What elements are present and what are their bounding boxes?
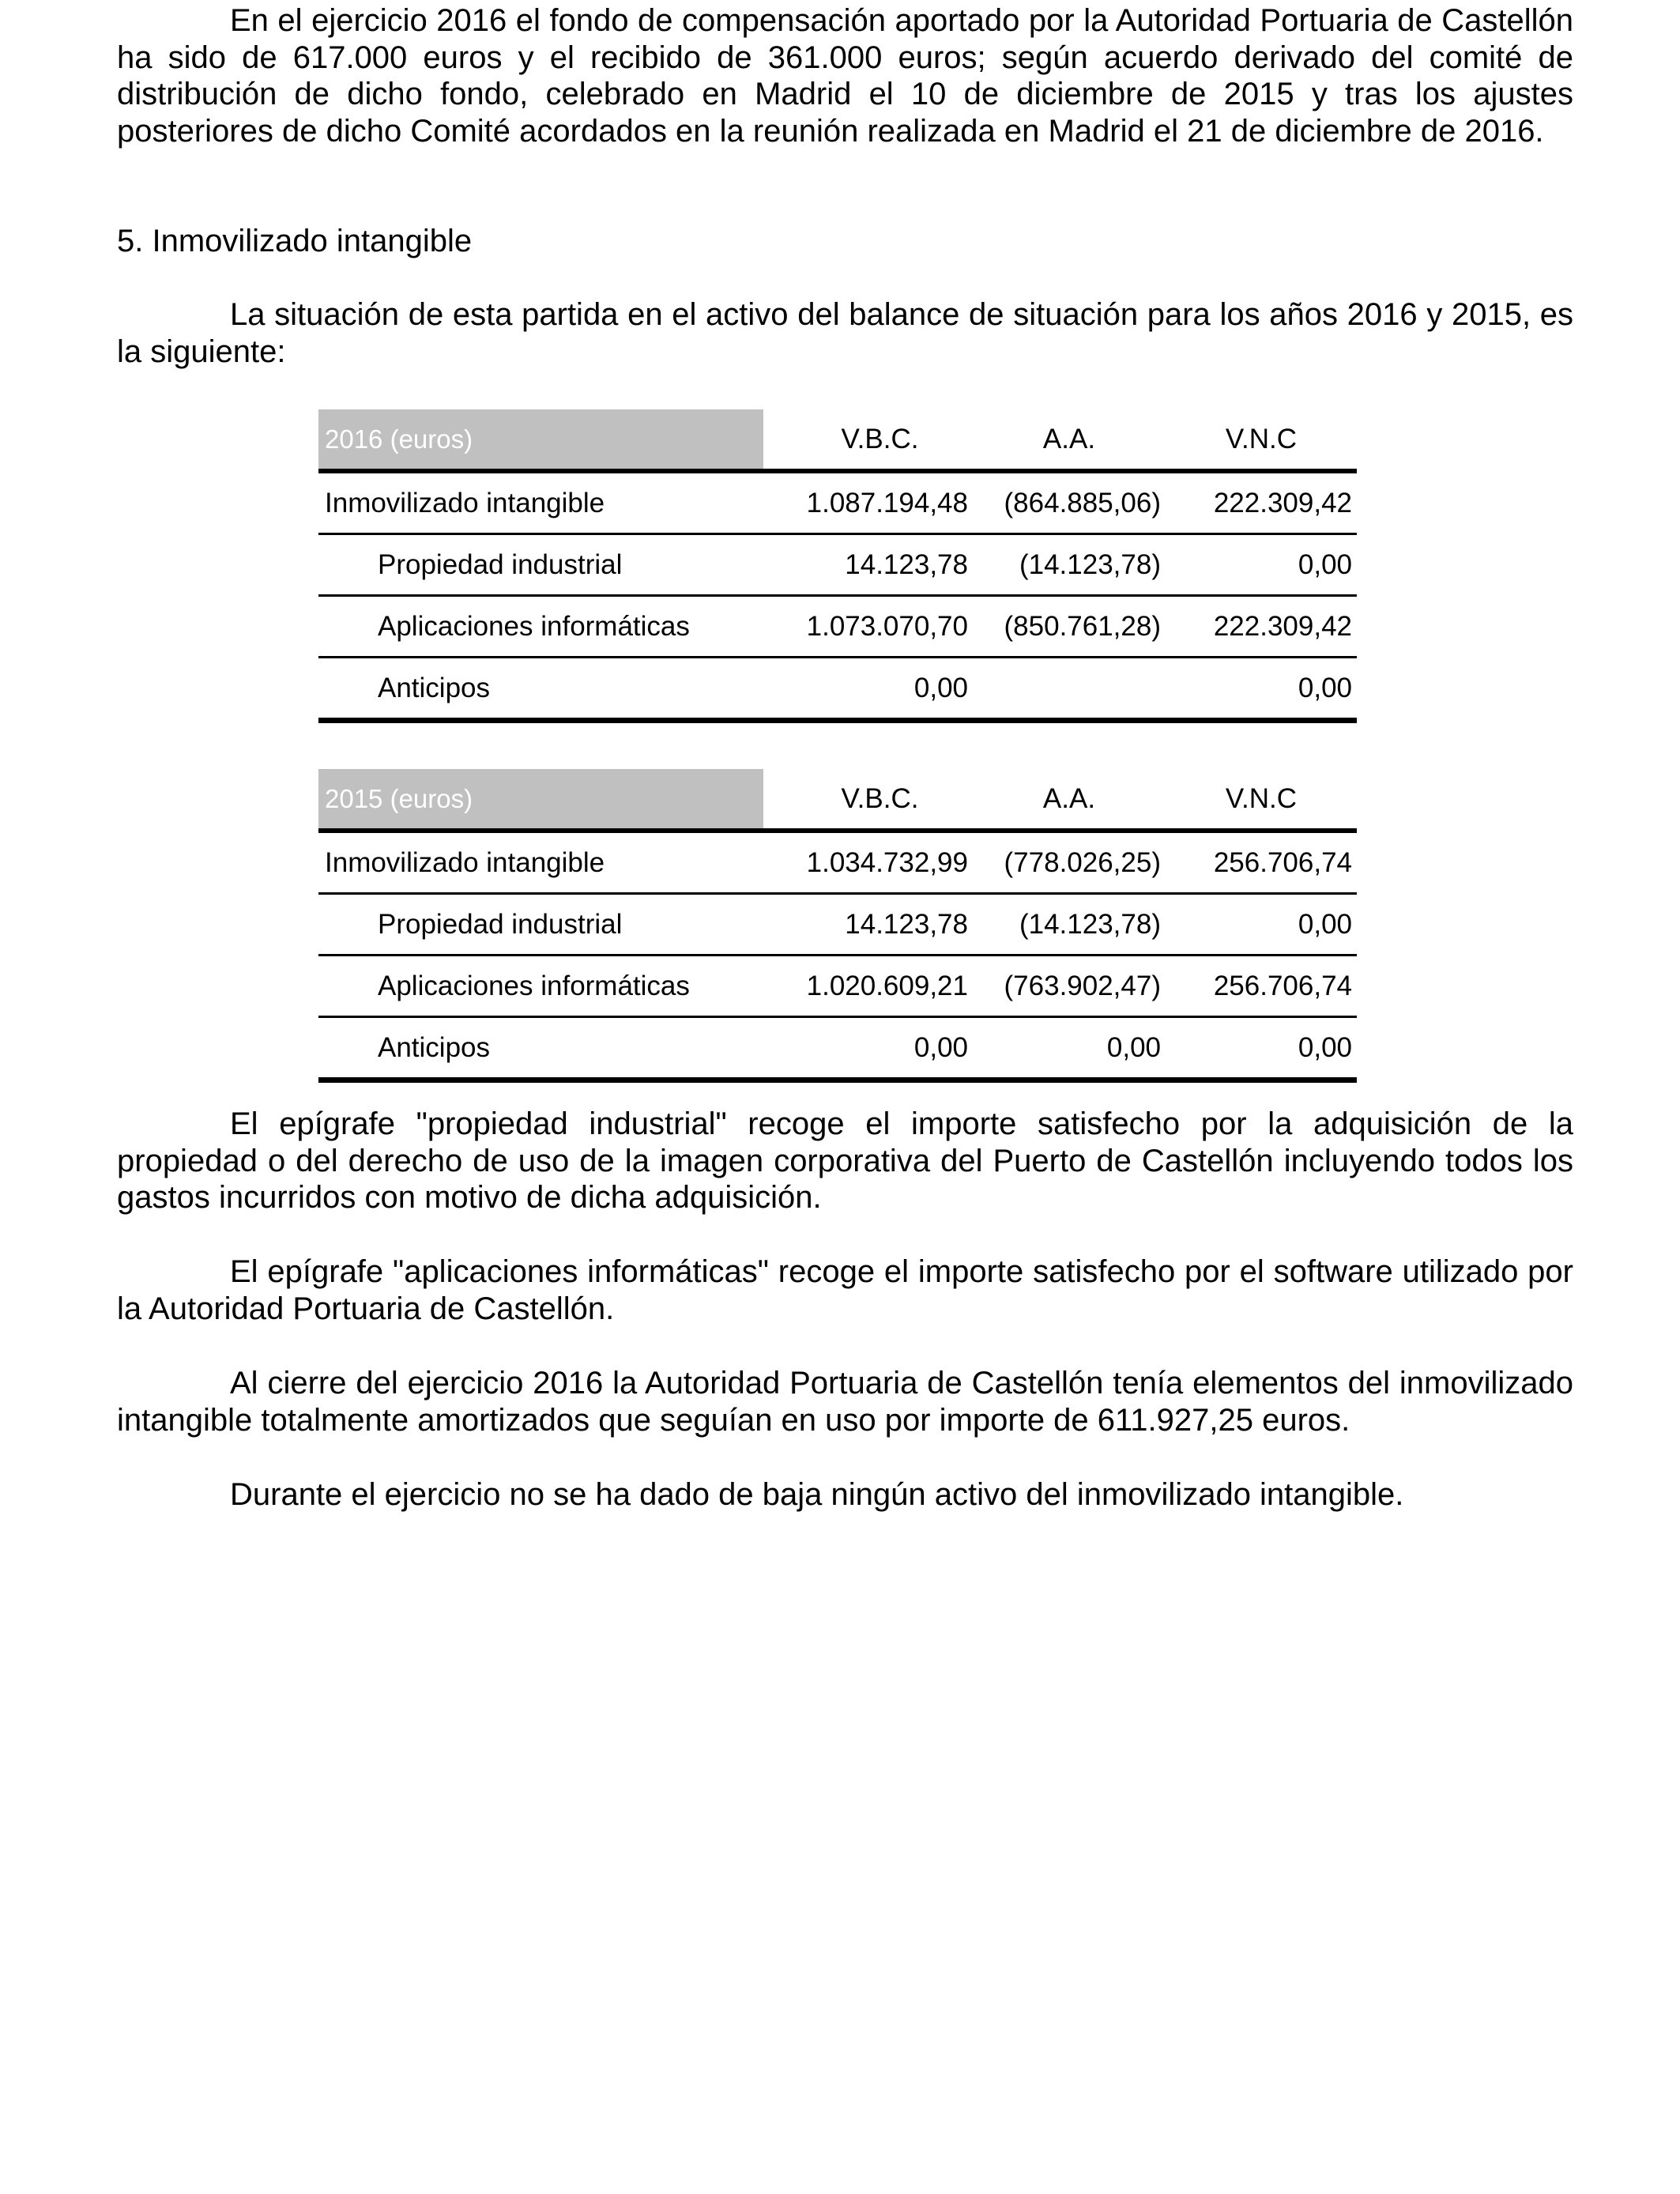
cell-vnc: 0,00 — [1166, 534, 1357, 596]
row-label: Aplicaciones informáticas — [318, 956, 763, 1017]
paragraph-fondo-compensacion: En el ejercicio 2016 el fondo de compensación aportado por la Autoridad Portuaria de Castellón ha sido de 617.000 euros y el recibido de 361.000 euros; según acuerdo derivado del comité de distribución de dicho fondo, celebrado en Madrid el 10 de diciembre de 2015 y tras los ajustes posteriores de dicho Comité acordados en la reunión realizada en Madrid el 21 de diciembre de 2016. — [117, 3, 1573, 149]
column-header-aa: A.A. — [973, 409, 1166, 471]
year-label: 2016 (euros) — [318, 409, 763, 471]
paragraph-cierre-ejercicio: Al cierre del ejercicio 2016 la Autoridad Portuaria de Castellón tenía elementos del inmovilizado intangible totalmente amortizados que seguían en uso por importe de 611.927,25 euros. — [117, 1366, 1573, 1438]
column-header-vnc: V.N.C — [1166, 769, 1357, 831]
cell-vnc: 256.706,74 — [1166, 956, 1357, 1017]
inmovilizado-table-2015 — [318, 769, 1357, 1083]
table-row — [318, 956, 1357, 1017]
paragraph-situacion: La situación de esta partida en el activo del balance de situación para los años 2016 y 2015, es la siguiente: — [117, 297, 1573, 369]
inmovilizado-table-2016 — [318, 409, 1357, 723]
column-header-vnc: V.N.C — [1166, 409, 1357, 471]
table-row — [318, 658, 1357, 721]
cell-vbc: 1.034.732,99 — [763, 831, 973, 894]
cell-vbc: 14.123,78 — [763, 894, 973, 956]
cell-aa: (850.761,28) — [973, 596, 1166, 658]
column-header-aa: A.A. — [973, 769, 1166, 831]
cell-aa: (14.123,78) — [973, 534, 1166, 596]
row-label: Inmovilizado intangible — [318, 831, 763, 894]
column-header-vbc: V.B.C. — [763, 769, 973, 831]
cell-vbc: 0,00 — [763, 658, 973, 721]
row-label: Propiedad industrial — [318, 534, 763, 596]
column-header-vbc: V.B.C. — [763, 409, 973, 471]
table-row — [318, 831, 1357, 894]
cell-vbc: 0,00 — [763, 1017, 973, 1080]
row-label: Propiedad industrial — [318, 894, 763, 956]
cell-aa: (14.123,78) — [973, 894, 1166, 956]
table-row — [318, 596, 1357, 658]
cell-vnc: 256.706,74 — [1166, 831, 1357, 894]
table-row — [318, 1017, 1357, 1080]
cell-aa: 0,00 — [973, 1017, 1166, 1080]
table-header-row — [318, 769, 1357, 831]
section-heading: 5. Inmovilizado intangible — [117, 224, 473, 258]
table-2016 — [318, 409, 1357, 723]
cell-vbc: 1.073.070,70 — [763, 596, 973, 658]
table-row — [318, 534, 1357, 596]
row-label: Anticipos — [318, 1017, 763, 1080]
row-label: Anticipos — [318, 658, 763, 721]
cell-vnc: 222.309,42 — [1166, 471, 1357, 534]
cell-aa — [973, 658, 1166, 721]
cell-vbc: 1.020.609,21 — [763, 956, 973, 1017]
year-label: 2015 (euros) — [318, 769, 763, 831]
row-label: Inmovilizado intangible — [318, 471, 763, 534]
cell-vnc: 0,00 — [1166, 658, 1357, 721]
cell-vnc: 0,00 — [1166, 894, 1357, 956]
cell-aa: (864.885,06) — [973, 471, 1166, 534]
cell-vbc: 14.123,78 — [763, 534, 973, 596]
table-row — [318, 894, 1357, 956]
paragraph-aplicaciones-informaticas: El epígrafe "aplicaciones informáticas" recoge el importe satisfecho por el software utilizado por la Autoridad Portuaria de Castellón. — [117, 1254, 1573, 1326]
cell-vnc: 0,00 — [1166, 1017, 1357, 1080]
cell-aa: (763.902,47) — [973, 956, 1166, 1017]
cell-vbc: 1.087.194,48 — [763, 471, 973, 534]
table-header-row — [318, 409, 1357, 471]
table-row — [318, 471, 1357, 534]
row-label: Aplicaciones informáticas — [318, 596, 763, 658]
paragraph-baja: Durante el ejercicio no se ha dado de baja ningún activo del inmovilizado intangible. — [230, 1477, 1404, 1512]
table-2015 — [318, 769, 1357, 1083]
cell-aa: (778.026,25) — [973, 831, 1166, 894]
cell-vnc: 222.309,42 — [1166, 596, 1357, 658]
paragraph-propiedad-industrial: El epígrafe "propiedad industrial" recoge el importe satisfecho por la adquisición de la propiedad o del derecho de uso de la imagen corporativa del Puerto de Castellón incluyendo todos los gastos incurridos con motivo de dicha adquisición. — [117, 1106, 1573, 1215]
